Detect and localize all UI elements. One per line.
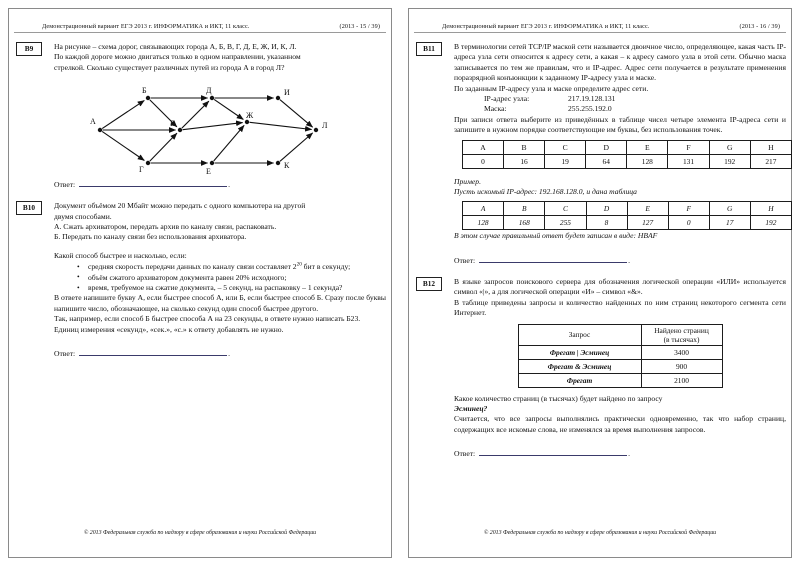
graph-edge-E-ZH <box>214 126 244 162</box>
b11-example-header-cell-7: H <box>750 202 791 216</box>
b11-header-cell-1: B <box>504 140 545 154</box>
b11-value-cell-2: 19 <box>545 154 586 168</box>
b12-question-line-2: Эсминец? <box>454 403 488 413</box>
b12-count-cell-1: 900 <box>641 359 722 373</box>
b10-para-1: В ответе напишите букву А, если быстрее способ А, или Б, если быстрее способ Б. Сразу после буквы напишите число, обозначающее, на сколько секунд один способ быстрее другого. <box>54 293 386 313</box>
b11-value-cell-5: 131 <box>668 154 709 168</box>
b10-condition-3: • время, требуемое на сжатие документа, – 5 секунд, на распаковку – 1 секунда? <box>88 283 386 293</box>
b11-example-header-cell-5: F <box>668 202 709 216</box>
b11-header-cell-2: C <box>545 140 586 154</box>
b10-option-b: Б. Передать по каналу связи без использования архиватора. <box>54 232 247 242</box>
b11-mask-value: 255.255.192.0 <box>568 104 612 114</box>
header-title: Демонстрационный вариант ЕГЭ 2013 г. ИНФОРМАТИКА и ИКТ, 11 класс. <box>442 23 650 30</box>
task-b12 <box>414 277 786 458</box>
b12-para-1: В языке запросов поискового сервера для обозначения логической операции «ИЛИ» используется символ «|», а для логической операции «И» – символ «&». <box>454 276 786 297</box>
header-divider <box>14 32 386 33</box>
b10-condition-1 <box>88 262 386 272</box>
header-page-number: (2013 - 16 / 39) <box>739 23 780 30</box>
right-page <box>400 0 800 566</box>
graph-node-ZH <box>245 120 249 124</box>
graph-node-label-A: А <box>90 117 96 127</box>
right-page-footer <box>414 530 786 536</box>
table-row <box>518 373 722 387</box>
b12-query-cell-2: Фрегат <box>518 373 641 387</box>
graph-node-label-E: Е <box>206 167 211 177</box>
graph-node-label-I: И <box>284 88 290 98</box>
b10-intro-1: Документ объёмом 20 Мбайт можно передать с одного компьютера на другой <box>54 201 306 211</box>
graph-node-labels <box>90 86 328 176</box>
b12-count-cell-0: 3400 <box>641 345 722 359</box>
b11-value-cell-4: 128 <box>627 154 668 168</box>
b10-question: Какой способ быстрее и насколько, если: <box>54 250 187 260</box>
table-header-row <box>463 140 792 154</box>
b11-value-cell-3: 64 <box>586 154 627 168</box>
b10-answer-input[interactable] <box>79 347 227 356</box>
b11-header-cell-0: A <box>463 140 504 154</box>
b9-answer-line <box>54 178 386 189</box>
b11-example-answer: В этом случае правильный ответ будет записан в виде: HBAF <box>454 231 658 241</box>
b11-header-cell-4: E <box>627 140 668 154</box>
answer-period: . <box>228 349 231 359</box>
b10-condition-1-exponent: 20 <box>296 261 302 268</box>
b11-example-value-cell-4: 127 <box>627 216 668 230</box>
graph-node-label-L: Л <box>322 121 328 131</box>
table-header-row <box>518 324 722 345</box>
table-header-row <box>463 202 792 216</box>
b11-ip-label: IP-адрес узла: <box>484 94 530 104</box>
graph-node-label-G: Г <box>139 165 144 175</box>
b9-line-2: По каждой дороге можно двигаться только в одном направлении, указанном <box>54 52 301 62</box>
b10-para-3: Единиц измерения «секунд», «сек.», «с.» к ответу добавлять не нужно. <box>54 324 284 334</box>
right-page-header <box>414 23 786 30</box>
b12-question-line-1: Какое количество страниц (в тысячах) будет найдено по запросу <box>454 393 663 403</box>
b11-example-value-cell-6: 17 <box>709 216 750 230</box>
left-page-header <box>14 23 386 30</box>
b10-intro-2: двумя способами. <box>54 211 112 221</box>
header-page-number: (2013 - 15 / 39) <box>339 23 380 30</box>
graph-edge-G-V <box>150 133 177 161</box>
task-b11 <box>414 42 786 265</box>
b12-col2-header-line1: Найдено страниц <box>654 325 709 335</box>
footer-text: © 2013 Федеральная служба по надзору в сфере образования и науки Российской Федерации <box>483 530 717 536</box>
b11-header-cell-3: D <box>586 140 627 154</box>
graph-edge-K-L <box>280 133 313 161</box>
answer-label: Ответ: <box>454 449 476 459</box>
answer-label: Ответ: <box>54 349 76 359</box>
answer-period: . <box>228 180 231 190</box>
b11-value-cell-1: 16 <box>504 154 545 168</box>
b11-example-value-cell-1: 168 <box>504 216 545 230</box>
header-title: Демонстрационный вариант ЕГЭ 2013 г. ИНФОРМАТИКА и ИКТ, 11 класс. <box>42 23 250 30</box>
b11-value-cell-0: 0 <box>463 154 504 168</box>
graph-node-label-D: Д <box>206 86 212 96</box>
graph-edge-A-B <box>102 101 144 129</box>
b11-example-header-cell-6: G <box>709 202 750 216</box>
b9-road-graph <box>54 76 386 176</box>
b9-line-1: На рисунке – схема дорог, связывающих города А, Б, В, Г, Д, Е, Ж, И, К, Л. <box>54 42 297 51</box>
b11-example-header-cell-0: A <box>463 202 504 216</box>
footer-text: © 2013 Федеральная служба по надзору в сфере образования и науки Российской Федерации <box>83 530 317 536</box>
b11-example-value-cell-5: 0 <box>668 216 709 230</box>
graph-node-E <box>210 161 214 165</box>
b11-value-cell-7: 217 <box>750 154 791 168</box>
b10-condition-1-pre: средняя скорость передачи данных по каналу связи составляет 2 <box>88 262 297 272</box>
header-divider <box>414 32 786 33</box>
task-code-b10: B10 <box>16 201 42 215</box>
b11-example-value-cell-2: 255 <box>545 216 586 230</box>
b9-answer-input[interactable] <box>79 178 227 187</box>
b11-answer-line <box>454 254 786 265</box>
b12-count-cell-2: 2100 <box>641 373 722 387</box>
b11-para-3: При записи ответа выберите из приведённых в таблице чисел четыре элемента IP-адреса сети и запишите в нужном порядке соответствующие им буквы, без использования точек. <box>454 114 786 135</box>
graph-edge-I-L <box>280 100 313 127</box>
left-page-footer <box>14 530 386 536</box>
b10-condition-1-post: бит в секунду; <box>301 262 351 272</box>
graph-node-A <box>98 128 102 132</box>
table-row <box>463 216 792 230</box>
graph-node-D <box>210 96 214 100</box>
graph-node-label-ZH: Ж <box>246 111 254 121</box>
graph-edges <box>102 98 313 163</box>
b12-col2-header <box>641 324 722 345</box>
b10-conditions-list <box>54 262 386 293</box>
b11-mask-label: Маска: <box>484 104 507 114</box>
b12-query-cell-0: Фрегат | Эсминец <box>518 345 641 359</box>
b11-values-table <box>462 140 792 169</box>
b12-col2-header-line2: (в тысячах) <box>663 334 700 344</box>
graph-node-K <box>276 161 280 165</box>
b11-mask-row <box>454 104 786 114</box>
table-row <box>518 359 722 373</box>
graph-edge-V-ZH <box>183 123 243 130</box>
answer-label: Ответ: <box>54 180 76 190</box>
graph-node-label-K: К <box>284 161 290 171</box>
answer-period: . <box>628 255 631 265</box>
graph-edge-A-G <box>102 132 144 161</box>
b10-option-a: А. Сжать архиватором, передать архив по каналу связи, распаковать. <box>54 222 277 232</box>
graph-node-V <box>178 128 182 132</box>
task-code-b9: B9 <box>16 42 42 56</box>
b12-query-cell-1: Фрегат & Эсминец <box>518 359 641 373</box>
b12-queries-table <box>518 324 723 388</box>
b11-example-value-cell-7: 192 <box>750 216 791 230</box>
b11-header-cell-7: H <box>750 140 791 154</box>
task-code-b11: B11 <box>416 42 442 56</box>
answer-period: . <box>628 449 631 459</box>
table-row <box>518 345 722 359</box>
b11-answer-input[interactable] <box>479 254 627 263</box>
b11-ip-row <box>454 94 786 104</box>
task-code-b12: B12 <box>416 277 442 291</box>
b11-header-cell-6: G <box>709 140 750 154</box>
b12-answer-input[interactable] <box>479 447 627 456</box>
answer-label: Ответ: <box>454 255 476 265</box>
graph-node-L <box>314 128 318 132</box>
graph-node-label-V: В <box>170 119 176 129</box>
b11-ip-value: 217.19.128.131 <box>568 94 616 104</box>
b12-para-3: Считается, что все запросы выполнялись практически одновременно, так что набор страниц, содержащих все искомые слова, не изменялся за время выполнения запросов. <box>454 414 786 434</box>
graph-edge-D-ZH <box>214 100 243 120</box>
b10-condition-2: • объём сжатого архиватором документа равен 20% исходного; <box>88 273 386 283</box>
b11-example-value-cell-3: 8 <box>586 216 627 230</box>
b11-example-header-cell-4: E <box>627 202 668 216</box>
task-b9 <box>14 42 386 189</box>
b12-answer-line <box>454 447 786 458</box>
b11-example-value-cell-0: 128 <box>463 216 504 230</box>
task-b10 <box>14 201 386 358</box>
b11-para-1: В терминологии сетей TCP/IP маской сети называется двоичное число, определяющее, какая часть IP-адреса узла сети относится к адресу сети, а какая – к адресу самого узла в этой сети. Обычно маска записывается по тем же правилам, что и IP-адрес. Адрес сети получается в результате применения поразрядной конъюнкции к заданному IP-адресу узла и маске. <box>454 42 786 83</box>
graph-edge-ZH-L <box>250 123 312 130</box>
b11-example-line: Пусть искомый IP-адрес: 192.168.128.0, и дана таблица <box>454 187 637 197</box>
b10-para-2: Так, например, если способ Б быстрее способа А на 23 секунды, в ответе нужно написать Б23. <box>54 314 361 324</box>
b11-para-2: По заданным IP-адресу узла и маске определите адрес сети. <box>454 83 649 93</box>
graph-node-B <box>146 96 150 100</box>
b11-example-header-cell-3: D <box>586 202 627 216</box>
b11-example-title: Пример. <box>454 176 481 186</box>
graph-node-label-B: Б <box>142 86 147 96</box>
b10-answer-line <box>54 347 386 358</box>
b11-example-header-cell-2: C <box>545 202 586 216</box>
b11-example-table <box>462 201 792 230</box>
graph-node-I <box>276 96 280 100</box>
graph-node-G <box>146 161 150 165</box>
graph-edge-V-D <box>182 101 209 128</box>
b12-col1-header: Запрос <box>518 324 641 345</box>
b11-header-cell-5: F <box>668 140 709 154</box>
b11-value-cell-6: 192 <box>709 154 750 168</box>
table-row <box>463 154 792 168</box>
b12-para-2: В таблице приведены запросы и количество найденных по ним страниц некоторого сегмента сети Интернет. <box>454 297 786 318</box>
b9-line-3: стрелкой. Сколько существует различных путей из города А в город Л? <box>54 62 285 72</box>
road-graph-svg <box>60 76 360 176</box>
b11-example-header-cell-1: B <box>504 202 545 216</box>
